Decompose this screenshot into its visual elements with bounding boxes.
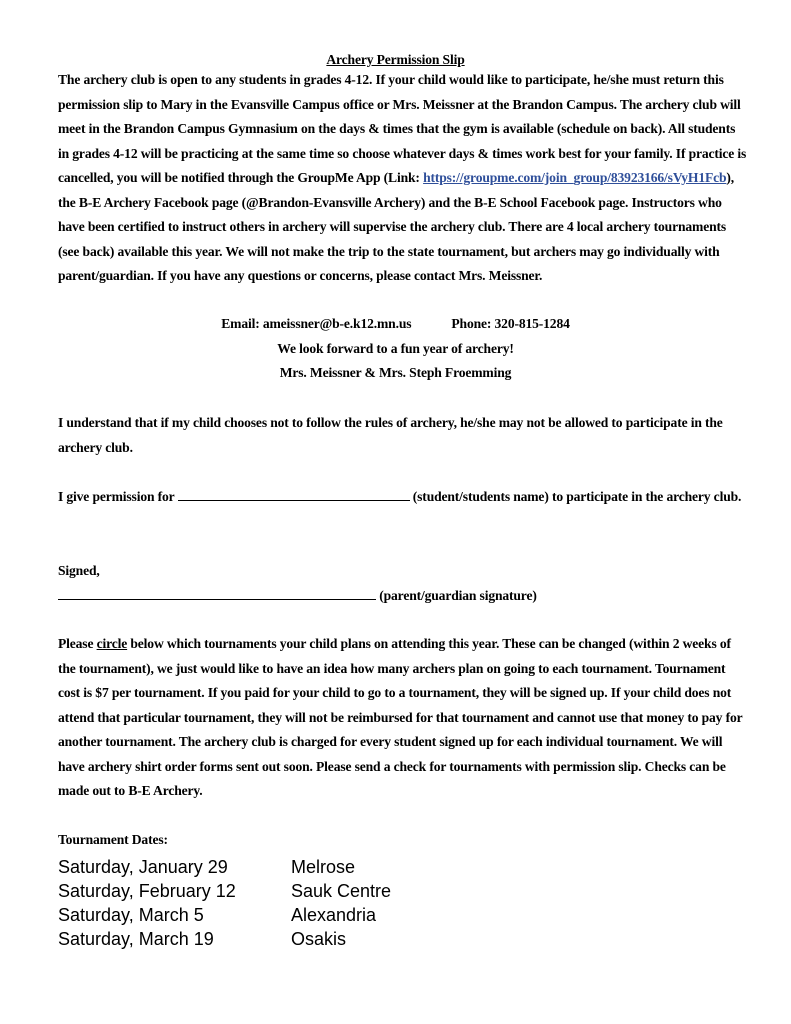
intro-text-end: ), the B-E Archery Facebook page (@Brandon-Evansville Archery) and the B-E School Facebook page. Instructors who have been certified to instruct others in archery will supervise the archery club. There are 4 local archery tournaments (see back) available this year. We will not make the trip to the state tournament, but archers may go individually with parent/guardian. If you have any questions or concerns, please contact Mrs. Meissner. bbox=[58, 170, 735, 283]
contact-email: Email: ameissner@b-e.k12.mn.us bbox=[221, 316, 412, 331]
tournament-row[interactable] bbox=[58, 903, 391, 927]
tournament-date: Saturday, March 19 bbox=[58, 929, 214, 949]
tournament-row[interactable] bbox=[58, 927, 391, 951]
tournament-paragraph bbox=[58, 632, 748, 804]
tournament-location: Sauk Centre bbox=[291, 881, 392, 901]
rules-statement: I understand that if my child chooses not to follow the rules of archery, he/she may not be allowed to participate in the archery club. bbox=[58, 415, 723, 455]
tournament-text-start: Please bbox=[58, 636, 97, 651]
tournament-location: Alexandria bbox=[291, 905, 377, 925]
tournament-date: Saturday, February 12 bbox=[58, 881, 236, 901]
groupme-link[interactable]: https://groupme.com/join_group/83923166/sVyH1Fcb bbox=[423, 170, 727, 185]
student-name-field[interactable] bbox=[178, 488, 410, 501]
signature-caption: (parent/guardian signature) bbox=[376, 587, 537, 603]
signed-label: Signed, bbox=[58, 563, 100, 578]
parent-signature-field[interactable] bbox=[58, 587, 376, 600]
tournament-date: Saturday, March 5 bbox=[58, 905, 204, 925]
tournament-location: Osakis bbox=[291, 929, 347, 949]
tournament-dates-heading: Tournament Dates: bbox=[58, 832, 168, 847]
contact-line bbox=[0, 316, 791, 332]
tournament-location: Melrose bbox=[291, 857, 356, 877]
signoff-line: Mrs. Meissner & Mrs. Steph Froemming bbox=[279, 365, 512, 380]
intro-text-start: The archery club is open to any students in grades 4-12. If your child would like to participate, he/she must return this permission slip to Mary in the Evansville Campus office or Mrs. Meissner at the Brandon Campus. The archery club will meet in the Brandon Campus Gymnasium on the days & times that the gym is available (schedule on back). All students in grades 4-12 will be practicing at the same time so choose whatever days & times work best for your family. If practice is cancelled, you will be notified through the GroupMe App (Link: bbox=[58, 72, 747, 185]
permission-text-end: (student/students name) to participate in the archery club. bbox=[409, 489, 742, 504]
permission-statement bbox=[58, 485, 748, 510]
tournament-row[interactable] bbox=[58, 855, 391, 879]
look-forward-line: We look forward to a fun year of archery! bbox=[277, 341, 514, 356]
intro-paragraph bbox=[58, 68, 748, 289]
tournament-row[interactable] bbox=[58, 879, 391, 903]
circle-word: circle bbox=[96, 636, 128, 651]
tournament-text-end: below which tournaments your child plans on attending this year. These can be changed (within 2 weeks of the tournament), we just would like to have an idea how many archers plan on going to each tournament. Tournament cost is $7 per tournament. If you paid for your child to go to a tournament, they will be signed up. If your child does not attend that particular tournament, they will not be reimbursed for that tournament and cannot use that money to pay for another tournament. The archery club is charged for every student signed up for each individual tournament. We will have archery shirt order forms sent out soon. Please send a check for tournaments with permission slip. Checks can be made out to B-E Archery. bbox=[58, 636, 743, 798]
contact-phone: Phone: 320-815-1284 bbox=[451, 316, 570, 331]
document-title: Archery Permission Slip bbox=[326, 52, 465, 67]
permission-text-start: I give permission for bbox=[58, 489, 178, 504]
tournament-list bbox=[58, 855, 391, 951]
tournament-date: Saturday, January 29 bbox=[58, 857, 228, 877]
signature-block bbox=[58, 559, 748, 608]
